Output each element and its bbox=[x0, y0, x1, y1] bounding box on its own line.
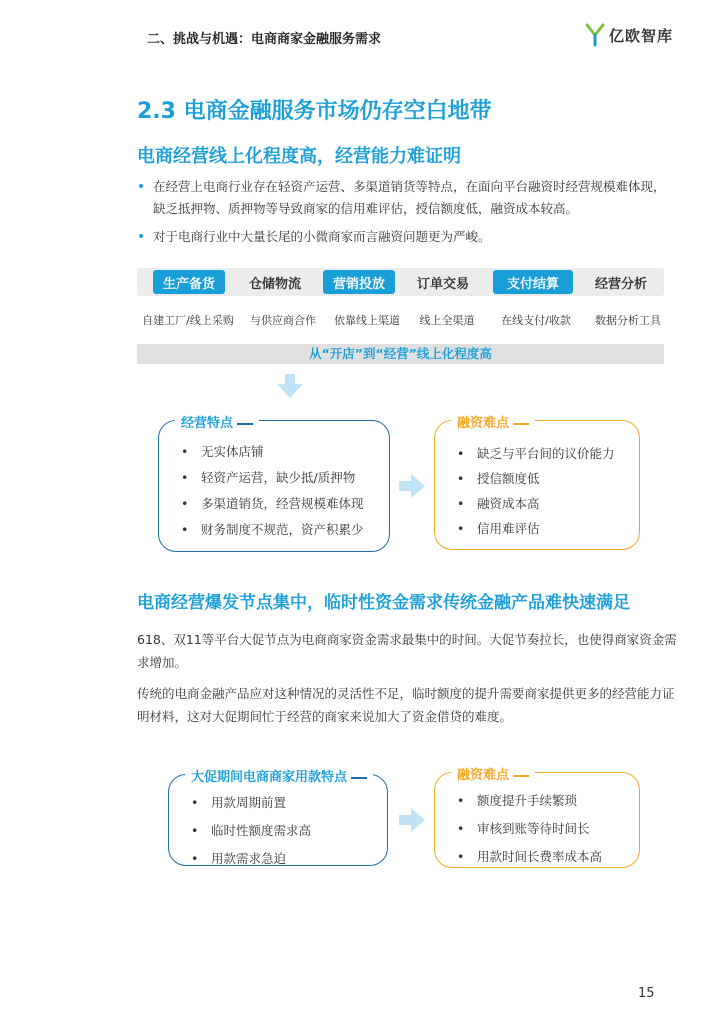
list-item: • 轻资产运营，缺少抵/质押物 bbox=[181, 470, 356, 485]
bullet-list bbox=[137, 176, 677, 254]
box-label bbox=[185, 766, 373, 785]
box-label-text: 经营特点 bbox=[181, 416, 234, 431]
chain-item-production: 生产备货 bbox=[153, 270, 225, 294]
list-item: • 缺乏与平台间的议价能力 bbox=[457, 446, 615, 461]
value-chain-bar bbox=[137, 268, 664, 296]
box-label bbox=[175, 412, 259, 431]
down-arrow-icon bbox=[277, 374, 303, 398]
online-degree-banner: 从“开店”到“经营”线上化程度高 bbox=[137, 344, 664, 364]
financing-difficulties-box bbox=[434, 416, 640, 550]
box-label bbox=[451, 764, 535, 783]
promo-financing-difficulties-box bbox=[434, 768, 640, 868]
chain-item-orders: 订单交易 bbox=[416, 276, 469, 292]
bullet-text: 在经营上电商行业存在轻资产运营、多渠道销货等特点，在面向平台融资时经营规模难体现，缺乏抵押物、质押物等导致商家的信用难评估，授信额度低，融资成本较高。 bbox=[153, 179, 666, 216]
bullet-dot-icon: • bbox=[137, 179, 146, 195]
box-label-text: 融资难点 bbox=[457, 768, 510, 783]
paragraph-traditional-products: 传统的电商金融产品应对这种情况的灵活性不足，临时额度的提升需要商家提供更多的经营能力证明材料，这对大促期间忙于经营的商家来说加大了资金借贷的难度。 bbox=[137, 686, 675, 724]
chain-item-analytics: 经营分析 bbox=[594, 276, 647, 292]
box-list bbox=[457, 441, 615, 541]
bullet-item bbox=[137, 226, 677, 248]
list-item: • 临时性额度需求高 bbox=[191, 823, 312, 838]
chain-item-payment: 支付结算 bbox=[493, 270, 573, 294]
chain-sub-payment: 在线支付/收款 bbox=[501, 314, 571, 327]
bullet-item bbox=[137, 176, 677, 220]
label-line bbox=[513, 423, 529, 425]
logo bbox=[585, 22, 673, 48]
logo-text: 亿欧智库 bbox=[609, 26, 674, 45]
list-item: • 额度提升手续繁琐 bbox=[457, 793, 578, 808]
chapter-title: 二、挑战与机遇：电商商家金融服务需求 bbox=[147, 32, 382, 47]
bullet-dot-icon: • bbox=[137, 229, 146, 245]
list-item: • 信用难评估 bbox=[457, 521, 540, 536]
list-item: • 用款需求急迫 bbox=[191, 851, 287, 866]
box-list bbox=[181, 439, 364, 543]
list-item: • 授信额度低 bbox=[457, 471, 540, 486]
sub-title-peak-demand: 电商经营爆发节点集中，临时性资金需求传统金融产品难快速满足 bbox=[137, 593, 630, 613]
list-item: • 多渠道销货，经营规模难体现 bbox=[181, 496, 364, 511]
right-arrow-icon bbox=[399, 808, 425, 832]
bullet-text: 对于电商行业中大量长尾的小微商家而言融资问题更为严峻。 bbox=[153, 229, 491, 244]
sub-title-online-operations: 电商经营线上化程度高，经营能力难证明 bbox=[137, 146, 461, 167]
list-item: • 无实体店铺 bbox=[181, 444, 264, 459]
box-label-text: 融资难点 bbox=[457, 416, 510, 431]
chain-item-marketing: 营销投放 bbox=[323, 270, 395, 294]
right-arrow-icon bbox=[399, 474, 425, 498]
chain-sub-orders: 线上全渠道 bbox=[419, 314, 475, 327]
chain-sub-analytics: 数据分析工具 bbox=[595, 314, 661, 327]
list-item: • 用款时间长费率成本高 bbox=[457, 849, 603, 864]
chain-sub-marketing: 依靠线上渠道 bbox=[334, 314, 400, 327]
label-line bbox=[513, 775, 529, 777]
chain-sub-production: 自建工厂/线上采购 bbox=[142, 314, 234, 327]
promo-usage-features-box bbox=[168, 770, 388, 866]
box-label-text: 大促期间电商商家用款特点 bbox=[191, 770, 348, 785]
page-number: 15 bbox=[638, 986, 655, 1001]
section-title: 2.3 电商金融服务市场仍存空白地带 bbox=[137, 99, 492, 124]
label-line bbox=[237, 423, 253, 425]
list-item: • 审核到账等待时间长 bbox=[457, 821, 590, 836]
list-item: • 财务制度不规范，资产积累少 bbox=[181, 522, 364, 537]
list-item: • 用款周期前置 bbox=[191, 795, 287, 810]
list-item: • 融资成本高 bbox=[457, 496, 540, 511]
page-header bbox=[0, 0, 710, 60]
box-label bbox=[451, 412, 535, 431]
box-list bbox=[191, 789, 311, 873]
paragraph-peak-nodes: 618、双11等平台大促节点为电商商家资金需求最集中的时间。大促节奏拉长，也使得商家资金需求增加。 bbox=[137, 632, 677, 670]
logo-icon bbox=[585, 23, 605, 47]
box-list bbox=[457, 787, 602, 871]
label-line bbox=[351, 777, 367, 779]
chain-sub-logistics: 与供应商合作 bbox=[250, 314, 316, 327]
chain-item-logistics: 仓储物流 bbox=[248, 276, 301, 292]
operations-features-box bbox=[158, 416, 390, 552]
